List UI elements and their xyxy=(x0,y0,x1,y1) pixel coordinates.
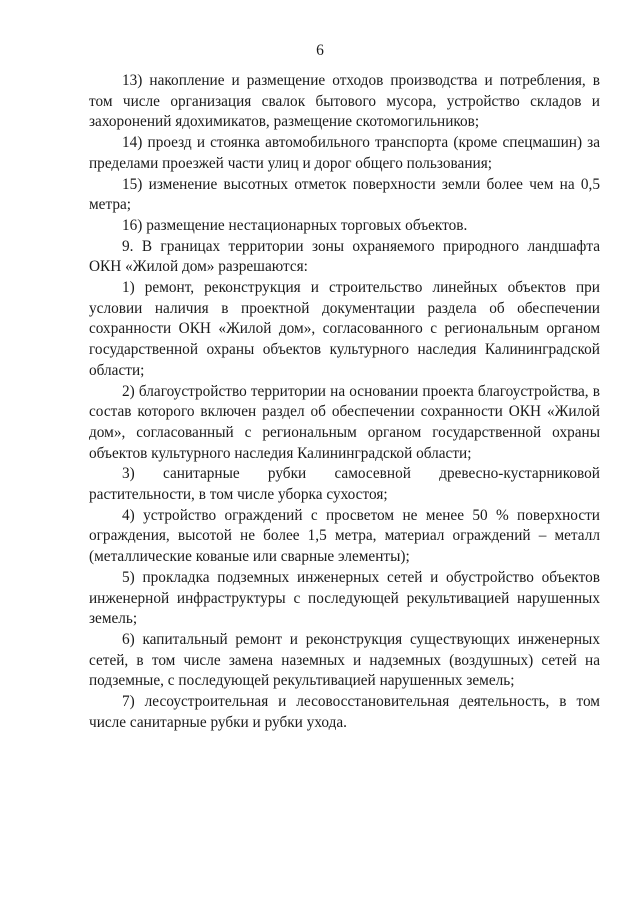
paragraph-item-15: 15) изменение высотных отметок поверхности земли более чем на 0,5 метра; xyxy=(89,175,600,214)
allowed-item-1: 1) ремонт, реконструкция и строительство линейных объектов при условии наличия в проектной документации раздела об обеспечении сохранности ОКН «Жилой дом», согласованного с региональным органом государственной охраны объектов культурного наследия Калининградской области; xyxy=(89,279,600,379)
allowed-item-7: 7) лесоустроительная и лесовосстановительная деятельность, в том числе санитарные рубки и рубки ухода. xyxy=(89,693,600,731)
allowed-item-6: 6) капитальный ремонт и реконструкция существующих инженерных сетей, в том числе замена наземных и надземных (воздушных) сетей на подземные, с последующей рекультивацией нарушенных земель; xyxy=(89,630,600,690)
allowed-item-3: 3) санитарные рубки самосевной древесно-кустарниковой растительности, в том числе уборка сухостоя; xyxy=(89,465,600,504)
page-number: 6 xyxy=(316,42,324,59)
paragraph-item-13: 13) накопление и размещение отходов производства и потребления, в том числе организация свалок бытового мусора, устройство складов и захоронений ядохимикатов, размещение скотомогильников; xyxy=(89,72,600,131)
section-9-intro: 9. В границах территории зоны охраняемого природного ландшафта ОКН «Жилой дом» разрешаются: xyxy=(89,237,600,276)
allowed-item-2: 2) благоустройство территории на основании проекта благоустройства, в состав которого включен раздел об обеспечении сохранности ОКН «Жилой дом», согласованный с региональным органом государственной охраны объектов культурного наследия Калининградской области; xyxy=(89,382,600,462)
allowed-item-5: 5) прокладка подземных инженерных сетей и обустройство объектов инженерной инфраструктуры с последующей рекультивацией нарушенных земель; xyxy=(89,568,600,628)
document-body xyxy=(89,71,600,734)
allowed-item-4: 4) устройство ограждений с просветом не менее 50 % поверхности ограждения, высотой не более 1,5 метра, материал ограждений – металл (металлические кованые или сварные элементы); xyxy=(89,506,600,566)
paragraph-item-14: 14) проезд и стоянка автомобильного транспорта (кроме спецмашин) за пределами проезжей части улиц и дорог общего пользования; xyxy=(89,134,600,172)
paragraph-item-16: 16) размещение нестационарных торговых объектов. xyxy=(122,216,468,234)
